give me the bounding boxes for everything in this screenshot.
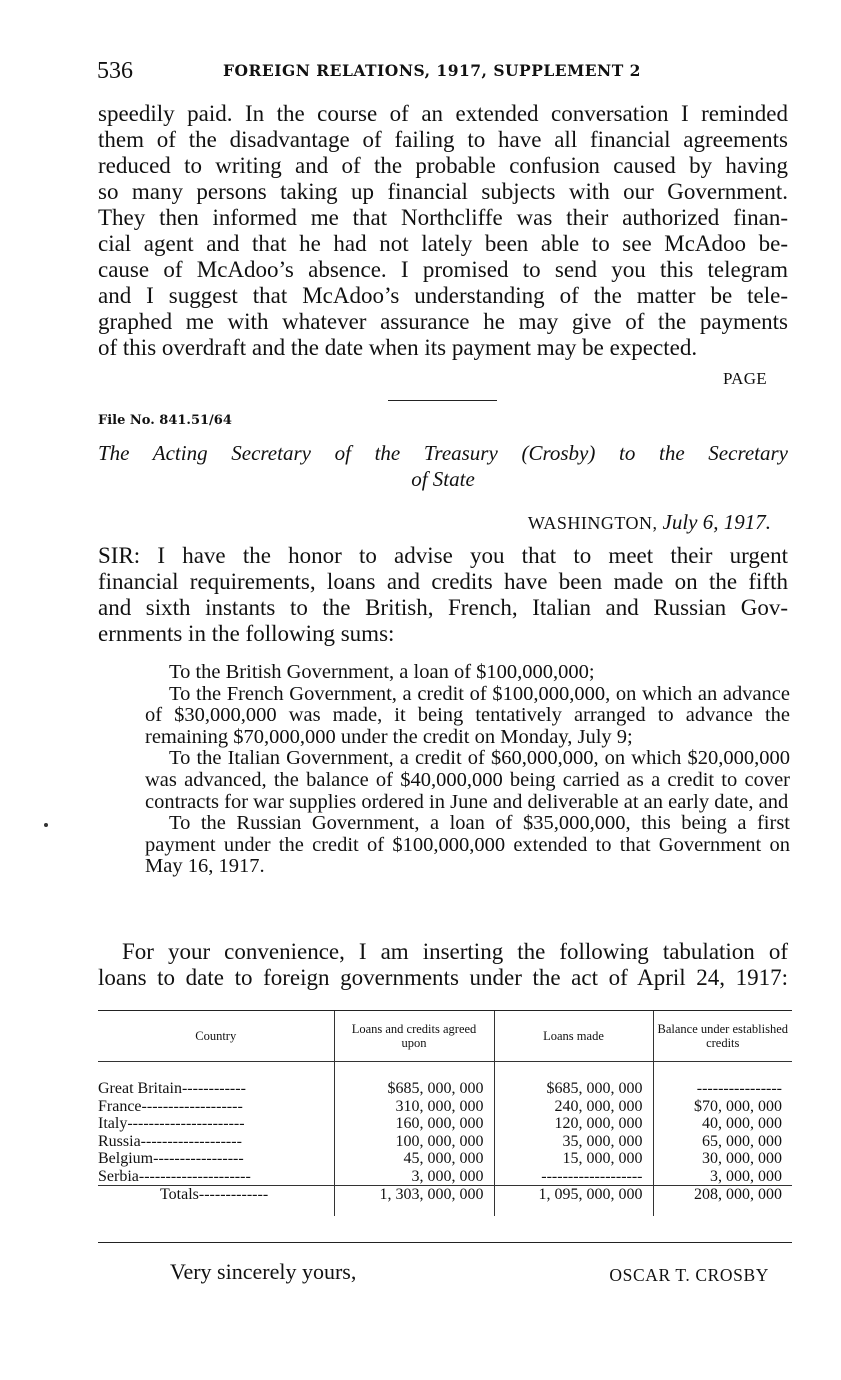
dateline [528,510,771,535]
agreed-cell: 160, 000, 000 [334,1115,494,1133]
list-item: To the British Government, a loan of $100,000,000; [169,661,595,683]
country-cell: Serbia--------------------- [98,1167,251,1185]
agreed-cell: 3, 000, 000 [334,1168,494,1186]
totals-agreed: 1, 303, 000, 000 [334,1186,494,1217]
document-heading-continued: of State [411,467,475,491]
table-header-row [98,1011,792,1062]
table-row [98,1115,792,1133]
loan-items [145,662,790,878]
agreed-cell: 45, 000, 000 [334,1150,494,1168]
loans-table [98,1011,792,1216]
running-title: FOREIGN RELATIONS, 1917, SUPPLEMENT 2 [223,61,641,80]
made-cell: 35, 000, 000 [494,1133,653,1151]
table-row [98,1168,792,1186]
country-cell: Great Britain------------ [98,1080,246,1097]
agreed-cell: $685, 000, 000 [334,1080,494,1098]
table-row [98,1133,792,1151]
text-line: They then informed me that Northcliffe was their authorized finan- [98,205,788,230]
file-number: File No. 841.51/64 [98,413,232,428]
country-cell: Belgium----------------- [98,1150,244,1167]
dateline-place: WASHINGTON, [527,513,658,533]
text-line: so many persons taking up financial subjects with our Government. [98,179,788,204]
balance-cell: ---------------- [653,1080,792,1098]
made-cell: 120, 000, 000 [494,1115,653,1133]
made-cell: $685, 000, 000 [494,1080,653,1098]
list-item: To the French Government, a credit of $100,000,000, on which an advance of $30,000,000 was made, it being tentatively arranged to advance the remaining $70,000,000 under the credit on Monday, July 9; [145,682,790,748]
text-line: them of the disadvantage of failing to have all financial agreements [98,127,788,152]
table-bottom-rule [98,1242,792,1243]
text-line: reduced to writing and of the probable confusion caused by having [98,153,788,178]
text-line: SIR: I have the honor to advise you that to meet their urgent [98,543,788,568]
text-line: and sixth instants to the British, French, Italian and Russian Gov- [98,595,788,620]
text-line: ernments in the following sums: [98,621,395,646]
column-header: Country [98,1011,334,1062]
dateline-date: July 6, 1917. [662,510,771,534]
column-header: Balance under established credits [653,1011,792,1062]
column-header: Loans and credits agreed upon [334,1011,494,1062]
document-heading: The Acting Secretary of the Treasury (Crosby) to the Secretary [98,441,788,465]
continuation-signature: PAGE [722,369,767,388]
balance-cell: 65, 000, 000 [653,1133,792,1151]
scan-mark [44,823,48,827]
text-line: cause of McAdoo’s absence. I promised to send you this telegram [98,257,788,282]
tabulation-paragraph [98,939,788,991]
text-line: For your convenience, I am inserting the following tabulation of [122,939,788,964]
signer-name: OSCAR T. CROSBY [609,1265,769,1285]
list-item: To the Russian Government, a loan of $35,000,000, this being a first payment under the credit of $100,000,000 extended to that Government on May 16, 1917. [145,812,790,878]
continuation-paragraph [98,101,788,361]
balance-cell: 40, 000, 000 [653,1115,792,1133]
balance-cell: $70, 000, 000 [653,1098,792,1116]
text-line: and I suggest that McAdoo’s understanding of the matter be tele- [98,283,788,308]
totals-label: Totals------------- [98,1186,334,1217]
totals-balance: 208, 000, 000 [653,1186,792,1217]
agreed-cell: 100, 000, 000 [334,1133,494,1151]
text-line: graphed me with whatever assurance he may give of the payments [98,309,788,334]
intro-paragraph [98,543,788,647]
text-line: financial requirements, loans and credits have been made on the fifth [98,569,788,594]
table-row [98,1098,792,1116]
text-line: speedily paid. In the course of an extended conversation I reminded [98,101,788,126]
country-cell: France------------------- [98,1097,243,1115]
totals-made: 1, 095, 000, 000 [494,1186,653,1217]
made-cell: 15, 000, 000 [494,1150,653,1168]
country-cell: Russia------------------- [98,1132,242,1150]
list-item: To the Italian Government, a credit of $60,000,000, on which $20,000,000 was advanced, the balance of $40,000,000 being carried as a credit to cover contracts for war supplies ordered in June and deliverable at an early date, and [145,747,790,813]
table-row [98,1080,792,1098]
page-number: 536 [97,58,133,84]
text-line: of this overdraft and the date when its payment may be expected. [98,335,698,360]
column-header: Loans made [494,1011,653,1062]
running-head [97,58,787,84]
balance-cell: 3, 000, 000 [653,1168,792,1186]
text-line: loans to date to foreign governments under the act of April 24, 1917: [98,965,788,990]
text-line: cial agent and that he had not lately been able to see McAdoo be- [98,231,788,256]
agreed-cell: 310, 000, 000 [334,1098,494,1116]
closing: Very sincerely yours, [170,1259,357,1284]
made-cell: 240, 000, 000 [494,1098,653,1116]
section-divider [388,400,497,401]
balance-cell: 30, 000, 000 [653,1150,792,1168]
table-row [98,1150,792,1168]
made-cell: ------------------- [494,1168,653,1186]
table-totals-row [98,1186,792,1217]
country-cell: Italy---------------------- [98,1115,245,1132]
